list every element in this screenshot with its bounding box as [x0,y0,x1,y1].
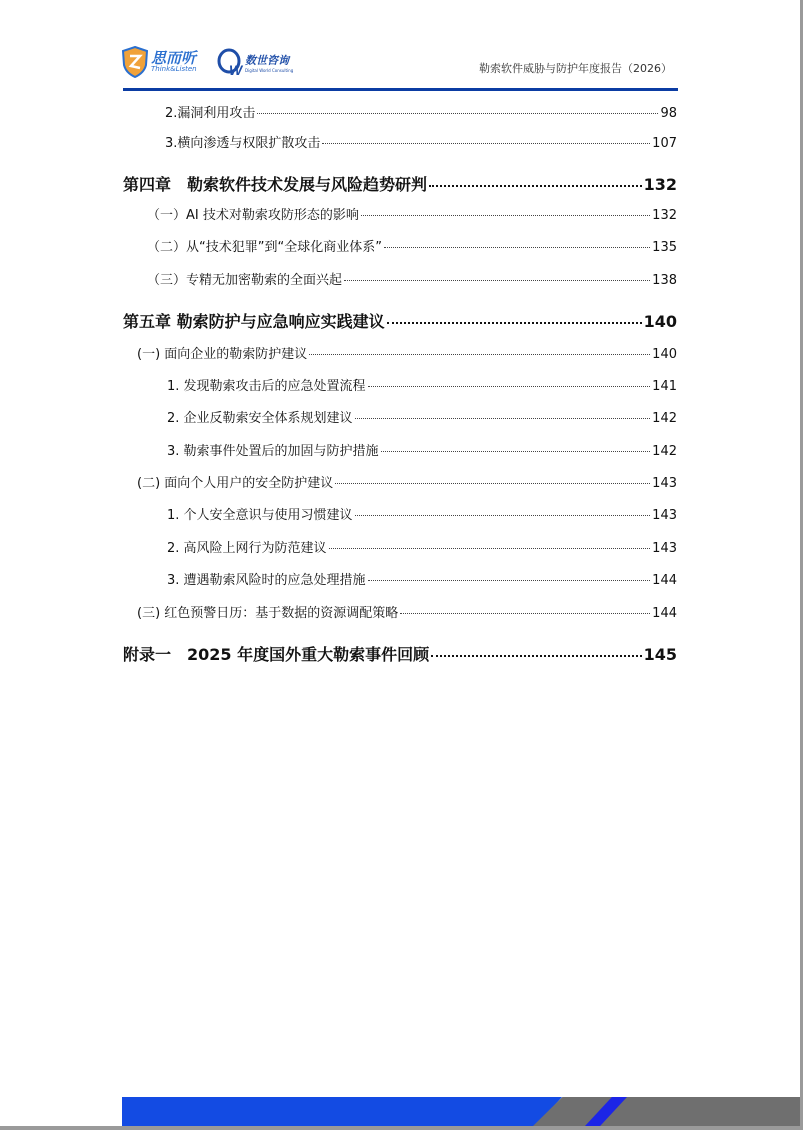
toc-entry[interactable] [167,407,677,426]
dot-leader [329,548,651,549]
toc-page-number: 143 [652,508,677,523]
toc-page-number: 138 [652,273,677,288]
toc-entry[interactable] [167,537,677,556]
toc-entry-label: (一) 面向企业的勒索防护建议 [137,347,308,362]
dot-leader [309,354,650,355]
dot-leader [355,418,651,419]
toc-entry-label: 2. 企业反勒索安全体系规划建议 [167,411,353,426]
toc-entry[interactable] [147,236,677,255]
dot-leader [361,215,650,216]
header-divider [123,88,678,91]
toc-page-number: 143 [652,476,677,491]
shield-logo-icon [122,46,148,78]
toc-entry[interactable] [137,472,677,491]
toc-entry[interactable] [165,102,677,121]
toc-entry-label: 1. 个人安全意识与使用习惯建议 [167,508,353,523]
toc-page-number: 144 [652,606,677,621]
dot-leader [400,613,650,614]
toc-entry-label: (二) 面向个人用户的安全防护建议 [137,476,334,491]
toc-entry[interactable] [137,343,677,362]
dot-leader [344,280,650,281]
dot-leader [381,451,651,452]
dot-leader [257,113,658,114]
toc-entry-label: （一）AI 技术对勒索攻防形态的影响 [147,208,359,223]
toc-entry-label: 2. 高风险上网行为防范建议 [167,541,327,556]
toc-entry[interactable] [167,569,677,588]
toc-entry[interactable] [165,132,677,151]
toc-entry[interactable] [147,269,677,288]
toc-page-number: 142 [652,411,677,426]
dot-leader [322,143,650,144]
toc-entry-label: 1. 发现勒索攻击后的应急处置流程 [167,379,366,394]
toc-page-number: 144 [652,573,677,588]
dot-leader [429,185,642,187]
page-header [122,44,678,84]
dw-logo-icon [217,47,245,77]
toc-entry-label: (三) 红色预警日历：基于数据的资源调配策略 [137,606,399,621]
toc-page-number: 141 [652,379,677,394]
dot-leader [368,580,651,581]
think-listen-logo: 思而听 Think&Listen [122,46,197,78]
toc-entry-label: 3.横向渗透与权限扩散攻击 [165,136,321,151]
toc-entry-label: （三）专精无加密勒索的全面兴起 [147,273,343,288]
svg-text:W: W [229,62,243,77]
toc-page-number: 98 [660,106,677,121]
report-title: 勒索软件威胁与防护年度报告（2026） [479,62,672,75]
page-border [0,1126,803,1130]
toc-entry[interactable] [167,375,677,394]
toc-page-number: 143 [652,541,677,556]
dot-leader [335,483,650,484]
toc-page-number: 142 [652,444,677,459]
toc-page-number: 107 [652,136,677,151]
dot-leader [431,655,641,657]
toc-entry-label: 3. 遭遇勒索风险时的应急处理措施 [167,573,366,588]
footer-bar-blue [122,1097,562,1126]
toc-entry-label: （二）从“技术犯罪”到“全球化商业体系” [147,240,382,255]
dot-leader [384,247,650,248]
toc-page-number: 132 [652,208,677,223]
toc-entry[interactable] [123,642,677,665]
toc-page-number: 135 [652,240,677,255]
toc-page-number: 132 [643,175,677,194]
toc-entry[interactable] [123,309,677,332]
toc-entry-label: 附录一 2025 年度国外重大勒索事件回顾 [123,645,430,664]
toc-entry-label: 2.漏洞利用攻击 [165,106,256,121]
toc-entry[interactable] [123,172,677,195]
footer-bar-gray [533,1097,800,1126]
toc-entry[interactable] [137,602,677,621]
dot-leader [368,386,651,387]
toc-page-number: 140 [652,347,677,362]
toc-entry-label: 第五章 勒索防护与应急响应实践建议 [123,312,385,331]
digital-world-logo: W 数世咨询 Digital World Consulting [217,47,293,77]
dot-leader [355,515,651,516]
toc-entry[interactable] [167,504,677,523]
toc-entry-label: 第四章 勒索软件技术发展与风险趋势研判 [123,175,428,194]
toc-entry-label: 3. 勒索事件处置后的加固与防护措施 [167,444,379,459]
toc-page-number: 140 [643,312,677,331]
dot-leader [387,322,642,324]
toc-page-number: 145 [643,645,677,664]
toc-entry[interactable] [167,440,677,459]
toc-entry[interactable] [147,204,677,223]
